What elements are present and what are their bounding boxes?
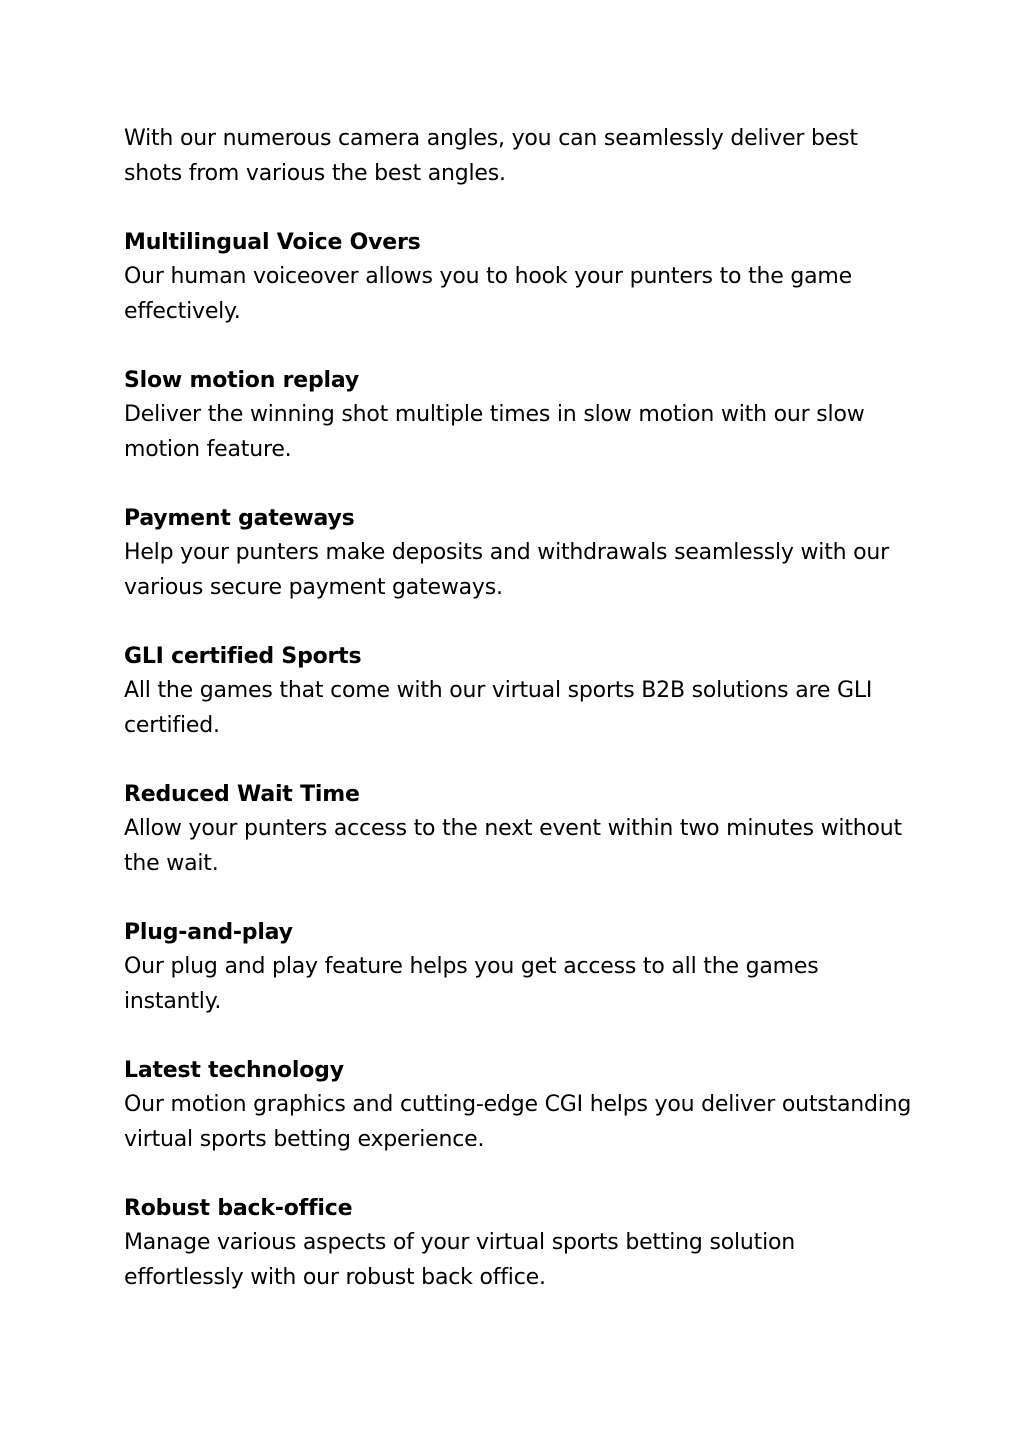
feature-section-slow-motion-replay bbox=[124, 364, 914, 468]
feature-title: Plug-and-play bbox=[124, 919, 293, 945]
feature-description: All the games that come with our virtual sports B2B solutions are GLI certified. bbox=[124, 678, 873, 738]
feature-description: Help your punters make deposits and withdrawals seamlessly with our various secure payment gateways. bbox=[124, 540, 890, 600]
feature-section-robust-back-office bbox=[124, 1192, 914, 1296]
feature-section-plug-and-play bbox=[124, 916, 914, 1020]
feature-title: Slow motion replay bbox=[124, 367, 359, 393]
document-page bbox=[124, 122, 914, 1330]
feature-title: Latest technology bbox=[124, 1057, 344, 1083]
feature-section-gli-certified-sports bbox=[124, 640, 914, 744]
feature-description: Our motion graphics and cutting-edge CGI helps you deliver outstanding virtual sports betting experience. bbox=[124, 1092, 912, 1152]
feature-description: Deliver the winning shot multiple times in slow motion with our slow motion feature. bbox=[124, 402, 865, 462]
feature-title: Multilingual Voice Overs bbox=[124, 229, 421, 255]
feature-title: Robust back-office bbox=[124, 1195, 353, 1221]
feature-description: Our plug and play feature helps you get access to all the games instantly. bbox=[124, 954, 819, 1014]
feature-description: Manage various aspects of your virtual sports betting solution effortlessly with our robust back office. bbox=[124, 1230, 796, 1290]
feature-section-payment-gateways bbox=[124, 502, 914, 606]
feature-title: GLI certified Sports bbox=[124, 643, 362, 669]
feature-description: Allow your punters access to the next event within two minutes without the wait. bbox=[124, 816, 902, 876]
feature-title: Reduced Wait Time bbox=[124, 781, 360, 807]
intro-paragraph: With our numerous camera angles, you can seamlessly deliver best shots from various the best angles. bbox=[124, 126, 858, 186]
feature-section-reduced-wait-time bbox=[124, 778, 914, 882]
feature-description: Our human voiceover allows you to hook your punters to the game effectively. bbox=[124, 264, 852, 324]
feature-title: Payment gateways bbox=[124, 505, 355, 531]
feature-section-latest-technology bbox=[124, 1054, 914, 1158]
feature-section-multilingual-voice-overs bbox=[124, 226, 914, 330]
